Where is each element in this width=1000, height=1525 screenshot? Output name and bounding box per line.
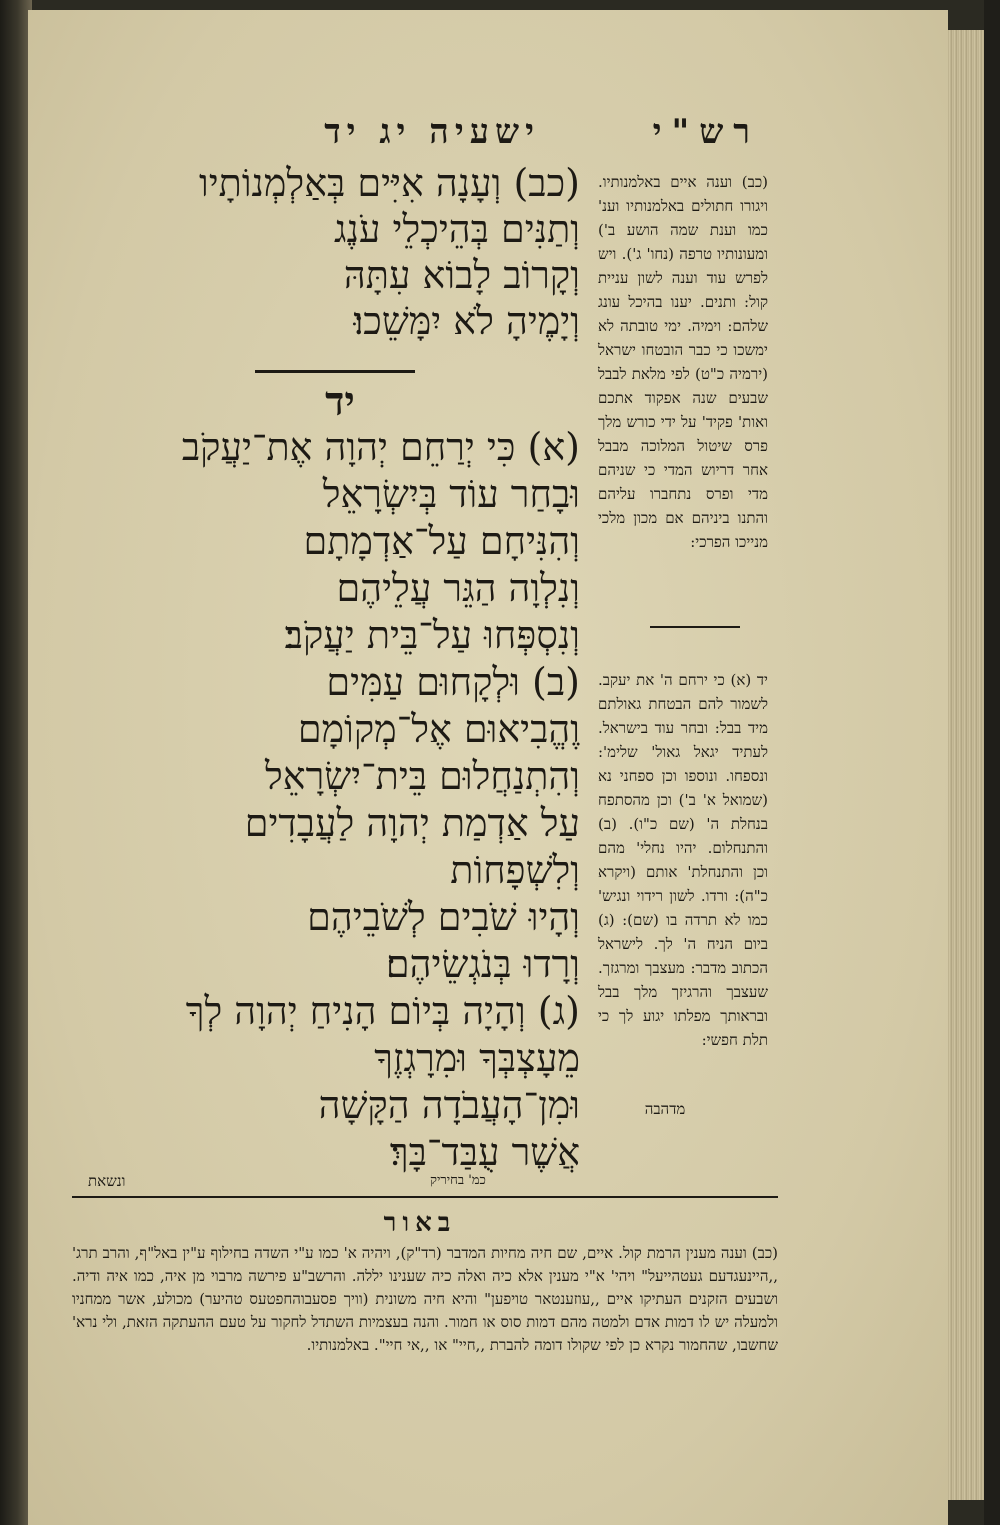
verse-line: וְהִתְנַחֲלוּם בֵּית־יִשְׂרָאֵל [264,754,580,798]
verse-block-chapter-14 [60,424,580,1176]
verse-line: וְהִנִּיחָם עַל־אַדְמָתָם [303,519,580,563]
verse-line: וְקָרוֹב לָבוֹא עִתָּהּ [343,253,580,297]
verse-line: מֵעָצְבְּךָ וּמִרָגְזֶךָ [374,1036,580,1080]
verse-line: (כב) וְעָנָה אִיִּים בְּאַלְמְנוֹתָיו [198,161,580,205]
running-header-rashi: רש"י [652,112,760,152]
rashi-commentary-13 [598,170,768,554]
right-cover [984,0,1000,1525]
biur-paragraph: (כב) וענה מענין הרמת קול. איים, שם חיה מחיות המדבר (רד"ק), ויהיה א' כמו ע"י השדה בחילוף ע"ין באל"ף, והרב תרג' ,,היינעגדעם געטהייעל" ויהי' א"י מענין אלא כיה ואלה כיה שענינו יללה. והרשב"ע פירשה מרבוי מן איה, כמו איה ודיה. ושבעים הזקנים העתיקו איים ,,עוזענטאר טויפען" והיא חיה משונית (וויך פסעבוהחפטעס טהיער) מכולע, אשר ממחניו ולמעלה יש לו דמות אדם ולמטה מהם דמות סוס או חמור. והנה בעצמיות השתדל לחקור על טעם ההעתקה הזאת, ולי נרא' שחשבו, שהחמור נקרא כן לפי שקולו דומה להברת ,,חיי" או ,,אי חיי". באלמנותיו. [72,1244,778,1354]
rashi-commentary-14 [598,668,768,1052]
verse-line: וְרָדוּ בְּנֹגְשֵׂיהֶם׃ [385,942,580,986]
verse-block-chapter-13 [60,160,580,344]
rashi-divider [650,626,740,628]
verse-line: (א) כִּי יְרַחֵם יְהוָה אֶת־יַעֲקֹב [181,425,580,469]
verse-line: וֶהֱבִיאוּם אֶל־מְקוֹמָם [297,707,580,751]
verse-line: וּבָחַר עוֹד בְּיִשְׂרָאֵל [322,472,580,516]
running-header-isaiah: ישעיה יג יד [324,112,540,152]
chapter-number: יד [325,378,355,425]
biur-heading: באור [383,1208,457,1238]
biur-commentary [72,1242,778,1357]
verse-line: וְתַנִּים בְּהֵיכְלֵי עֹנֶג [334,207,580,251]
verse-line: וְנִלְוָה הַגֵּר עֲלֵיהֶם [336,566,580,610]
rashi-paragraph: (כב) וענה איים באלמנותיו. ויגורו חתולים באלמנותיו וענ' כמו וענת שמה הושע ב') ומעונותיו טרפה (נחו' ג'). ויש לפרש עוד וענה לשון עניית קול: ותנים. יענו בהיכל עונג שלהם: וימיה. ימי טובתה לא ימשכו כי כבר הובטחו ישראל (ירמיה כ"ט) לפי מלאת לבבל שבעים שנה אפקוד אתכם ואות' פקיד' על ידי כורש מלך פרס שיטול המלוכה מבבל אחר דריוש המדי כי שניהם מדי ופרס נתחברו עליהם והתנו ביניהם אם מכון מלכי מנייכו הפרכי: [598,173,768,551]
verse-line: וְנִסְפְּחוּ עַל־בֵּית יַעֲקֹב׃ [284,613,580,657]
verse-line: וְיָמֶיהָ לֹא יִמָּשֵׁכוּ׃ [353,299,580,343]
verse-line: אֲשֶׁר עֻבַּד־בָּךְ׃ [389,1130,580,1174]
rashi-tail-note: מדהבה [644,1100,686,1118]
verse-line: (ג) וְהָיָה בְּיוֹם הָנִיחַ יְהוָה לְךָ [185,989,580,1033]
rashi-paragraph: יד (א) כי ירחם ה' את יעקב. לשמור להם הבטחת גאולתם מיד בבל: ובחר עוד בישראל. לעתיד יגאל גאול' שלימ': ונספחו. ונוספו וכן ספחני נא (שמואל א' ב') וכן מהסתפח בנחלת ה' (שם כ"ו). (ב) והתנחלום. יהיו נחלי' מהם וכן והתנחלת' אותם (ויקרא כ"ה): ורדו. לשון רידוי ונגיש' כמו לא תרדה בו (שם): (ג) ביום הניח ה' לך. לישראל הכתוב מדבר: מעצבך ומרגזך. שעצבך והרגיזך מלך בבל ובראותך מפלתו יגוע לך כי תלת חפשי: [598,671,768,1049]
page-edges [948,30,984,1500]
verse-line: וּמִן־הָעֲבֹדָה הַקָּשָׁה [318,1083,580,1127]
verse-line: וְהָיוּ שֹׁבִים לְשֹׁבֵיהֶם [307,895,580,939]
footnote-marker: כמ' בחיריק [430,1173,486,1188]
verse-line: עַל אַדְמַת יְהוָה לַעֲבָדִים [244,801,580,845]
catchword: ונשאת [88,1172,126,1190]
verse-line: וְלִשְׁפָחוֹת [450,848,580,892]
verse-line: (ב) וּלְקָחוּם עַמִּים [326,660,580,704]
footer-rule [72,1196,778,1198]
section-divider [255,370,415,373]
